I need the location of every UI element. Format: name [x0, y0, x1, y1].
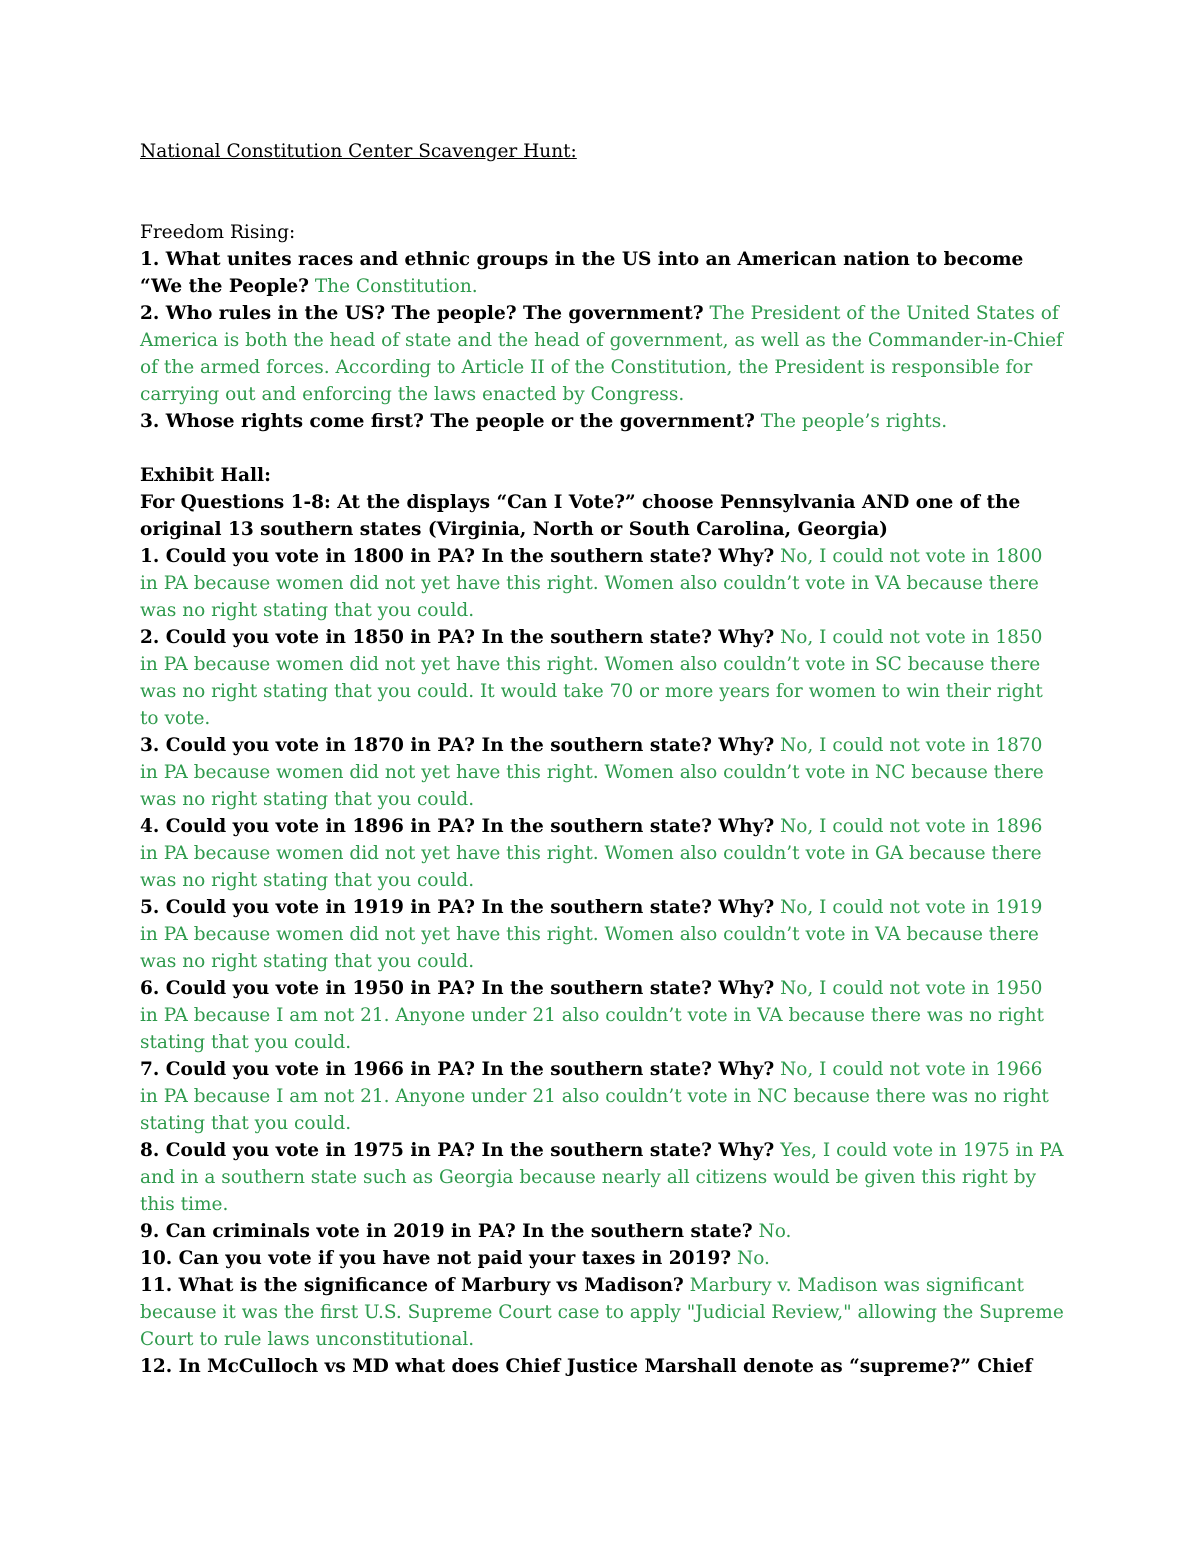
answer: The people’s rights. [760, 411, 948, 432]
qa-item [140, 894, 1065, 975]
question: 1. What unites races and ethnic groups in the US into an American nation to become “We the People? [140, 249, 1024, 297]
document-page [140, 138, 1065, 1380]
qa-item [140, 1245, 1065, 1272]
question: 3. Whose rights come first? The people or the government? [140, 411, 755, 432]
section-heading-freedom-rising: Freedom Rising: [140, 222, 296, 243]
answer: Marbury v. Madison was significant because it was the first U.S. Supreme Court case to apply "Judicial Review," allowing the Supreme Court to rule laws unconstitutional. [140, 1275, 1064, 1350]
question: 4. Could you vote in 1896 in PA? In the southern state? Why? [140, 816, 775, 837]
section-heading-exhibit-hall: Exhibit Hall: [140, 465, 271, 486]
qa-item [140, 1137, 1065, 1218]
answer: Yes, I could vote in 1975 in PA and in a southern state such as Georgia because nearly all citizens would be given this right by this time. [140, 1140, 1064, 1215]
qa-item [140, 624, 1065, 732]
qa-item [140, 246, 1065, 300]
answer: The President of the United States of America is both the head of state and the head of government, as well as the Commander-in-Chief of the armed forces. According to Article II of the Constitution, the President is responsible for carrying out and enforcing the laws enacted by Congress. [140, 303, 1063, 405]
question: 1. Could you vote in 1800 in PA? In the southern state? Why? [140, 546, 775, 567]
qa-item [140, 732, 1065, 813]
qa-item [140, 1056, 1065, 1137]
question: 5. Could you vote in 1919 in PA? In the southern state? Why? [140, 897, 775, 918]
qa-item [140, 813, 1065, 894]
qa-item [140, 975, 1065, 1056]
qa-item [140, 408, 1065, 435]
qa-item [140, 543, 1065, 624]
answer: No. [758, 1221, 792, 1242]
question: 12. In McCulloch vs MD what does Chief Justice Marshall denote as “supreme?” Chief [140, 1356, 1033, 1377]
answer: The Constitution. [314, 276, 478, 297]
question: 2. Could you vote in 1850 in PA? In the southern state? Why? [140, 627, 775, 648]
question: 11. What is the significance of Marbury vs Madison? [140, 1275, 684, 1296]
answer: No, I could not vote in 1919 in PA because women did not yet have this right. Women also couldn’t vote in VA because there was no right stating that you could. [140, 897, 1043, 972]
answer: No, I could not vote in 1950 in PA because I am not 21. Anyone under 21 also couldn’t vote in VA because there was no right stating that you could. [140, 978, 1044, 1053]
answer: No, I could not vote in 1896 in PA because women did not yet have this right. Women also couldn’t vote in GA because there was no right stating that you could. [140, 816, 1043, 891]
spacer [140, 435, 1065, 462]
qa-item [140, 300, 1065, 408]
qa-item [140, 1353, 1065, 1380]
answer: No, I could not vote in 1850 in PA because women did not yet have this right. Women also couldn’t vote in SC because there was no right stating that you could. It would take 70 or more years for women to win their right to vote. [140, 627, 1043, 729]
spacer [140, 165, 1065, 219]
question: 8. Could you vote in 1975 in PA? In the southern state? Why? [140, 1140, 775, 1161]
question: 9. Can criminals vote in 2019 in PA? In the southern state? [140, 1221, 753, 1242]
answer: No, I could not vote in 1800 in PA because women did not yet have this right. Women also couldn’t vote in VA because there was no right stating that you could. [140, 546, 1043, 621]
qa-item [140, 1272, 1065, 1353]
answer: No, I could not vote in 1966 in PA because I am not 21. Anyone under 21 also couldn’t vote in NC because there was no right stating that you could. [140, 1059, 1049, 1134]
question: 7. Could you vote in 1966 in PA? In the southern state? Why? [140, 1059, 775, 1080]
document-title: National Constitution Center Scavenger Hunt: [140, 141, 577, 162]
answer: No. [737, 1248, 770, 1269]
exhibit-instructions: For Questions 1-8: At the displays “Can I Vote?” choose Pennsylvania AND one of the original 13 southern states (Virginia, North or South Carolina, Georgia) [140, 492, 1021, 540]
qa-item [140, 1218, 1065, 1245]
question: 10. Can you vote if you have not paid your taxes in 2019? [140, 1248, 732, 1269]
question: 2. Who rules in the US? The people? The government? [140, 303, 704, 324]
answer: No, I could not vote in 1870 in PA because women did not yet have this right. Women also couldn’t vote in NC because there was no right stating that you could. [140, 735, 1044, 810]
question: 3. Could you vote in 1870 in PA? In the southern state? Why? [140, 735, 775, 756]
question: 6. Could you vote in 1950 in PA? In the southern state? Why? [140, 978, 775, 999]
